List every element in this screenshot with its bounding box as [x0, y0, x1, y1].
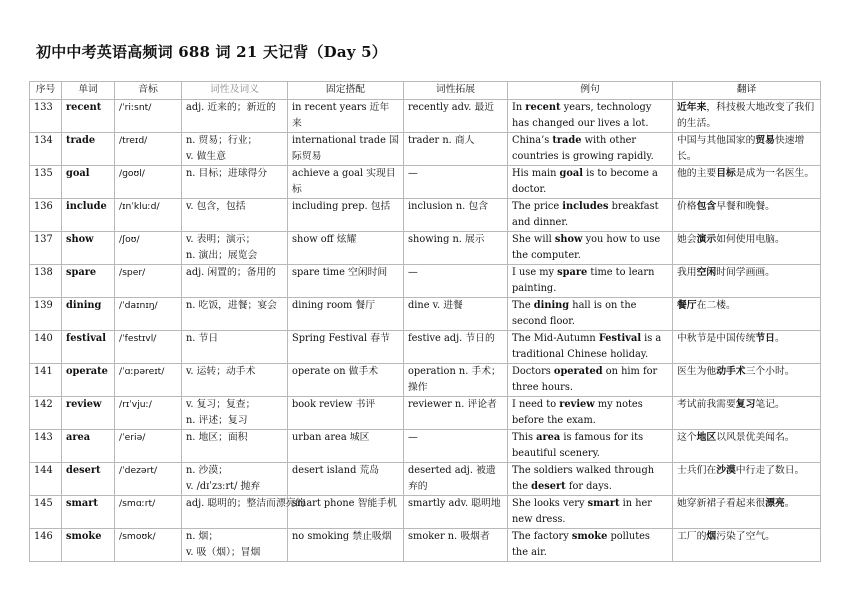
cell-example [508, 133, 673, 166]
cell-no: 137 [30, 232, 62, 265]
table-row [30, 496, 821, 529]
translation-keyword: 目标 [716, 168, 736, 179]
cell-word: smart [62, 496, 115, 529]
example-text-post: breakfast and dinner. [512, 201, 659, 228]
cell-translation [673, 331, 821, 364]
header-example: 例句 [508, 82, 673, 100]
header-word: 单词 [62, 82, 115, 100]
example-headword: operated [553, 366, 603, 377]
example-text-pre: She looks very [512, 498, 588, 509]
table-header-row [30, 82, 821, 100]
pos-line: n. 节日 [186, 333, 219, 344]
translation-text-post: ，科技极大地改变了我们的生活。 [677, 102, 815, 129]
table-row [30, 430, 821, 463]
cell-pos-meaning [182, 199, 288, 232]
pos-line: v. 做生意 [186, 151, 226, 162]
cell-derivative: — [404, 166, 508, 199]
cell-collocation: urban area 城区 [288, 430, 404, 463]
cell-derivative: festive adj. 节日的 [404, 331, 508, 364]
cell-derivative: deserted adj. 被遗弃的 [404, 463, 508, 496]
translation-text-pre: 她穿新裙子看起来很 [677, 498, 766, 509]
cell-example [508, 364, 673, 397]
example-text-post: is to become a doctor. [512, 168, 658, 195]
example-text-post: you how to use the computer. [512, 234, 661, 261]
cell-derivative: dine v. 进餐 [404, 298, 508, 331]
cell-pos-meaning [182, 232, 288, 265]
translation-keyword: 近年来 [677, 102, 707, 113]
cell-pos-meaning [182, 166, 288, 199]
example-text-post: hall is on the second floor. [512, 300, 637, 327]
cell-example [508, 430, 673, 463]
cell-phonetic: /ˈdaɪnɪŋ/ [115, 298, 182, 331]
example-text-pre: Doctors [512, 366, 554, 377]
cell-pos-meaning [182, 265, 288, 298]
pos-line: n. 目标；进球得分 [186, 168, 268, 179]
translation-keyword: 餐厅 [677, 300, 697, 311]
example-text-post: is a traditional Chinese holiday. [512, 333, 662, 360]
cell-word: festival [62, 331, 115, 364]
cell-no: 138 [30, 265, 62, 298]
cell-collocation: Spring Festival 春节 [288, 331, 404, 364]
example-headword: goal [559, 168, 583, 179]
cell-word: trade [62, 133, 115, 166]
cell-example [508, 265, 673, 298]
cell-word: area [62, 430, 115, 463]
pos-line: adj. 聪明的；整洁而漂亮的 [186, 498, 306, 509]
cell-phonetic: /treɪd/ [115, 133, 182, 166]
translation-text-post: 在二楼。 [696, 300, 736, 311]
example-text-pre: The price [512, 201, 563, 212]
cell-no: 140 [30, 331, 62, 364]
cell-word: operate [62, 364, 115, 397]
example-headword: smoke [571, 531, 608, 542]
cell-collocation: desert island 荒岛 [288, 463, 404, 496]
table-row [30, 265, 821, 298]
cell-derivative: inclusion n. 包含 [404, 199, 508, 232]
cell-derivative: smartly adv. 聪明地 [404, 496, 508, 529]
example-headword: recent [525, 102, 561, 113]
cell-example [508, 100, 673, 133]
cell-word: show [62, 232, 115, 265]
example-headword: spare [557, 267, 588, 278]
translation-text-post: 。 [784, 498, 795, 509]
cell-no: 142 [30, 397, 62, 430]
table-body [30, 100, 821, 562]
cell-pos-meaning [182, 100, 288, 133]
example-text-pre: She will [512, 234, 555, 245]
translation-text-pre: 她会 [677, 234, 697, 245]
cell-example [508, 331, 673, 364]
translation-keyword: 节日 [755, 333, 775, 344]
translation-text-post: 如何使用电脑。 [716, 234, 785, 245]
translation-text-pre: 这个 [677, 432, 697, 443]
cell-no: 139 [30, 298, 62, 331]
pos-line: n. 沙漠； [186, 465, 228, 476]
cell-derivative: operation n. 手术；操作 [404, 364, 508, 397]
pos-line: n. 演出；展览会 [186, 250, 258, 261]
cell-word: desert [62, 463, 115, 496]
cell-word: smoke [62, 529, 115, 562]
example-text-pre: I need to [512, 399, 560, 410]
table-row [30, 166, 821, 199]
example-text-post: with other countries is growing rapidly. [512, 135, 654, 162]
cell-phonetic: /ˈriːsnt/ [115, 100, 182, 133]
cell-example [508, 463, 673, 496]
cell-no: 136 [30, 199, 62, 232]
cell-no: 145 [30, 496, 62, 529]
translation-text-post: 中行走了数日。 [735, 465, 805, 476]
example-headword: desert [531, 481, 566, 492]
cell-example [508, 232, 673, 265]
cell-derivative: reviewer n. 评论者 [404, 397, 508, 430]
header-pos-meaning: 词性及词义 [182, 82, 288, 100]
cell-translation [673, 529, 821, 562]
cell-translation [673, 463, 821, 496]
example-headword: Festival [598, 333, 642, 344]
header-collocation: 固定搭配 [288, 82, 404, 100]
document-title: 初中中考英语高频词 688 词 21 天记背（Day 5） [36, 43, 387, 61]
example-text-pre: China’s [512, 135, 553, 146]
cell-phonetic: /ˈeriə/ [115, 430, 182, 463]
pos-line: v. 运转；动手术 [186, 366, 256, 377]
table-row [30, 364, 821, 397]
cell-collocation: no smoking 禁止吸烟 [288, 529, 404, 562]
translation-keyword: 演示 [696, 234, 717, 245]
translation-text-pre: 我用 [677, 267, 697, 278]
translation-text-pre: 医生为他 [677, 366, 717, 377]
cell-pos-meaning [182, 298, 288, 331]
cell-phonetic: /ˈɑːpəreɪt/ [115, 364, 182, 397]
cell-no: 141 [30, 364, 62, 397]
cell-translation [673, 430, 821, 463]
cell-translation [673, 496, 821, 529]
cell-no: 143 [30, 430, 62, 463]
table-row [30, 331, 821, 364]
cell-phonetic: /ʃoʊ/ [115, 232, 182, 265]
table-row [30, 232, 821, 265]
cell-collocation: dining room 餐厅 [288, 298, 404, 331]
cell-phonetic: /ˈdezərt/ [115, 463, 182, 496]
example-headword: dining [533, 300, 570, 311]
pos-line: v. 包含，包括 [186, 201, 246, 212]
cell-pos-meaning [182, 364, 288, 397]
cell-phonetic: /ˈfestɪvl/ [115, 331, 182, 364]
example-headword: review [559, 399, 595, 410]
cell-phonetic: /ɪnˈkluːd/ [115, 199, 182, 232]
example-text-post: for days. [565, 481, 612, 492]
example-text-post: in her new dress. [512, 498, 652, 525]
example-headword: trade [552, 135, 582, 146]
translation-text-post: 早餐和晚餐。 [716, 201, 775, 212]
pos-line: v. /dɪˈzɜːrt/ 抛弃 [186, 481, 261, 492]
translation-text-pre: 中国与其他国家的 [677, 135, 756, 146]
translation-text-post: 污染了空气。 [716, 531, 775, 542]
cell-collocation: book review 书评 [288, 397, 404, 430]
pos-line: v. 表明；演示； [186, 234, 256, 245]
translation-text-pre: 工厂的 [677, 531, 707, 542]
cell-example [508, 166, 673, 199]
pos-line: v. 吸（烟）；冒烟 [186, 547, 261, 558]
header-phonetic: 音标 [115, 82, 182, 100]
translation-text-post: 时间学画画。 [716, 267, 775, 278]
translation-text-pre: 中秋节是中国传统 [677, 333, 756, 344]
cell-translation [673, 364, 821, 397]
translation-text-post: 以风景优美闻名。 [716, 432, 795, 443]
pos-line: v. 复习；复查； [186, 399, 256, 410]
cell-collocation: international trade 国际贸易 [288, 133, 404, 166]
cell-example [508, 397, 673, 430]
translation-keyword: 地区 [696, 432, 717, 443]
pos-line: adj. 近来的；新近的 [186, 102, 276, 113]
pos-line: n. 吃饭，进餐；宴会 [186, 300, 277, 311]
translation-text-pre: 他的主要 [677, 168, 717, 179]
cell-translation [673, 232, 821, 265]
translation-text-pre: 考试前我需要 [677, 399, 736, 410]
example-text-pre: This [512, 432, 537, 443]
cell-derivative: — [404, 430, 508, 463]
cell-translation [673, 199, 821, 232]
cell-collocation: achieve a goal 实现目标 [288, 166, 404, 199]
example-text-post: my notes before the exam. [512, 399, 643, 426]
example-headword: includes [562, 201, 609, 212]
cell-derivative: trader n. 商人 [404, 133, 508, 166]
cell-pos-meaning [182, 331, 288, 364]
cell-translation [673, 265, 821, 298]
cell-example [508, 529, 673, 562]
cell-derivative: recently adv. 最近 [404, 100, 508, 133]
translation-text-post: 快速增长。 [677, 135, 805, 162]
cell-no: 144 [30, 463, 62, 496]
translation-text-post: 。 [774, 333, 785, 344]
example-headword: smart [587, 498, 620, 509]
cell-phonetic: /ɡoʊl/ [115, 166, 182, 199]
cell-phonetic: /rɪˈvjuː/ [115, 397, 182, 430]
table-row [30, 529, 821, 562]
pos-line: n. 烟； [186, 531, 219, 542]
cell-pos-meaning [182, 133, 288, 166]
cell-word: recent [62, 100, 115, 133]
cell-example [508, 496, 673, 529]
cell-derivative: smoker n. 吸烟者 [404, 529, 508, 562]
translation-text-post: 三个小时。 [745, 366, 795, 377]
table-row [30, 100, 821, 133]
cell-pos-meaning [182, 463, 288, 496]
cell-phonetic: /smɑːrt/ [115, 496, 182, 529]
translation-text-pre: 士兵们在 [677, 465, 717, 476]
pos-line: n. 评述；复习 [186, 415, 248, 426]
translation-text-post: 笔记。 [755, 399, 785, 410]
translation-keyword: 复习 [735, 399, 756, 410]
translation-keyword: 贸易 [755, 135, 775, 146]
cell-translation [673, 133, 821, 166]
cell-pos-meaning [182, 496, 306, 529]
header-no: 序号 [30, 82, 62, 100]
table-row [30, 133, 821, 166]
cell-pos-meaning [182, 529, 288, 562]
cell-no: 134 [30, 133, 62, 166]
example-text-pre: The soldiers walked through the [512, 465, 655, 492]
translation-keyword: 空闲 [696, 267, 717, 278]
cell-word: review [62, 397, 115, 430]
translation-keyword: 漂亮 [765, 498, 785, 509]
cell-translation [673, 397, 821, 430]
cell-translation [673, 100, 821, 133]
pos-line: adj. 闲置的；备用的 [186, 267, 276, 278]
cell-no: 135 [30, 166, 62, 199]
example-text-post: years, technology has changed our lives a lot. [512, 102, 652, 129]
cell-example [508, 199, 673, 232]
example-text-post: on him for three hours. [512, 366, 658, 393]
cell-phonetic: /smoʊk/ [115, 529, 182, 562]
translation-keyword: 沙漠 [716, 465, 736, 476]
cell-derivative: showing n. 展示 [404, 232, 508, 265]
example-text-pre: His main [512, 168, 560, 179]
translation-keyword: 包含 [696, 201, 717, 212]
translation-keyword: 烟 [706, 531, 717, 542]
table-row [30, 397, 821, 430]
translation-keyword: 动手术 [716, 366, 746, 377]
example-headword: area [536, 432, 561, 443]
cell-collocation: in recent years 近年来 [288, 100, 404, 133]
cell-translation [673, 166, 821, 199]
cell-derivative: — [404, 265, 508, 298]
example-text-post: pollutes the air. [512, 531, 650, 558]
header-derivative: 词性拓展 [404, 82, 508, 100]
cell-collocation: smart phone 智能手机 [288, 496, 404, 529]
example-text-pre: The Mid-Autumn [512, 333, 599, 344]
table-row [30, 298, 821, 331]
cell-example [508, 298, 673, 331]
example-text-pre: The factory [512, 531, 572, 542]
cell-collocation: operate on 做手术 [288, 364, 404, 397]
example-text-post: is famous for its beautiful scenery. [512, 432, 644, 459]
cell-collocation: including prep. 包括 [288, 199, 404, 232]
example-text-pre: The [512, 300, 534, 311]
table-row [30, 463, 821, 496]
example-headword: show [554, 234, 583, 245]
translation-text-post: 是成为一名医生。 [735, 168, 815, 179]
cell-phonetic: /sper/ [115, 265, 182, 298]
cell-word: spare [62, 265, 115, 298]
example-text-pre: I use my [512, 267, 558, 278]
cell-word: goal [62, 166, 115, 199]
cell-collocation: show off 炫耀 [288, 232, 404, 265]
cell-no: 133 [30, 100, 62, 133]
example-text-pre: In [512, 102, 526, 113]
example-text-post: time to learn painting. [512, 267, 655, 294]
cell-word: dining [62, 298, 115, 331]
cell-pos-meaning [182, 397, 288, 430]
cell-collocation: spare time 空闲时间 [288, 265, 404, 298]
header-translation: 翻译 [673, 82, 821, 100]
cell-word: include [62, 199, 115, 232]
cell-pos-meaning [182, 430, 288, 463]
pos-line: n. 贸易；行业； [186, 135, 258, 146]
cell-translation [673, 298, 821, 331]
translation-text-pre: 价格 [677, 201, 697, 212]
vocabulary-table [29, 81, 821, 562]
pos-line: n. 地区；面积 [186, 432, 248, 443]
cell-no: 146 [30, 529, 62, 562]
table-row [30, 199, 821, 232]
